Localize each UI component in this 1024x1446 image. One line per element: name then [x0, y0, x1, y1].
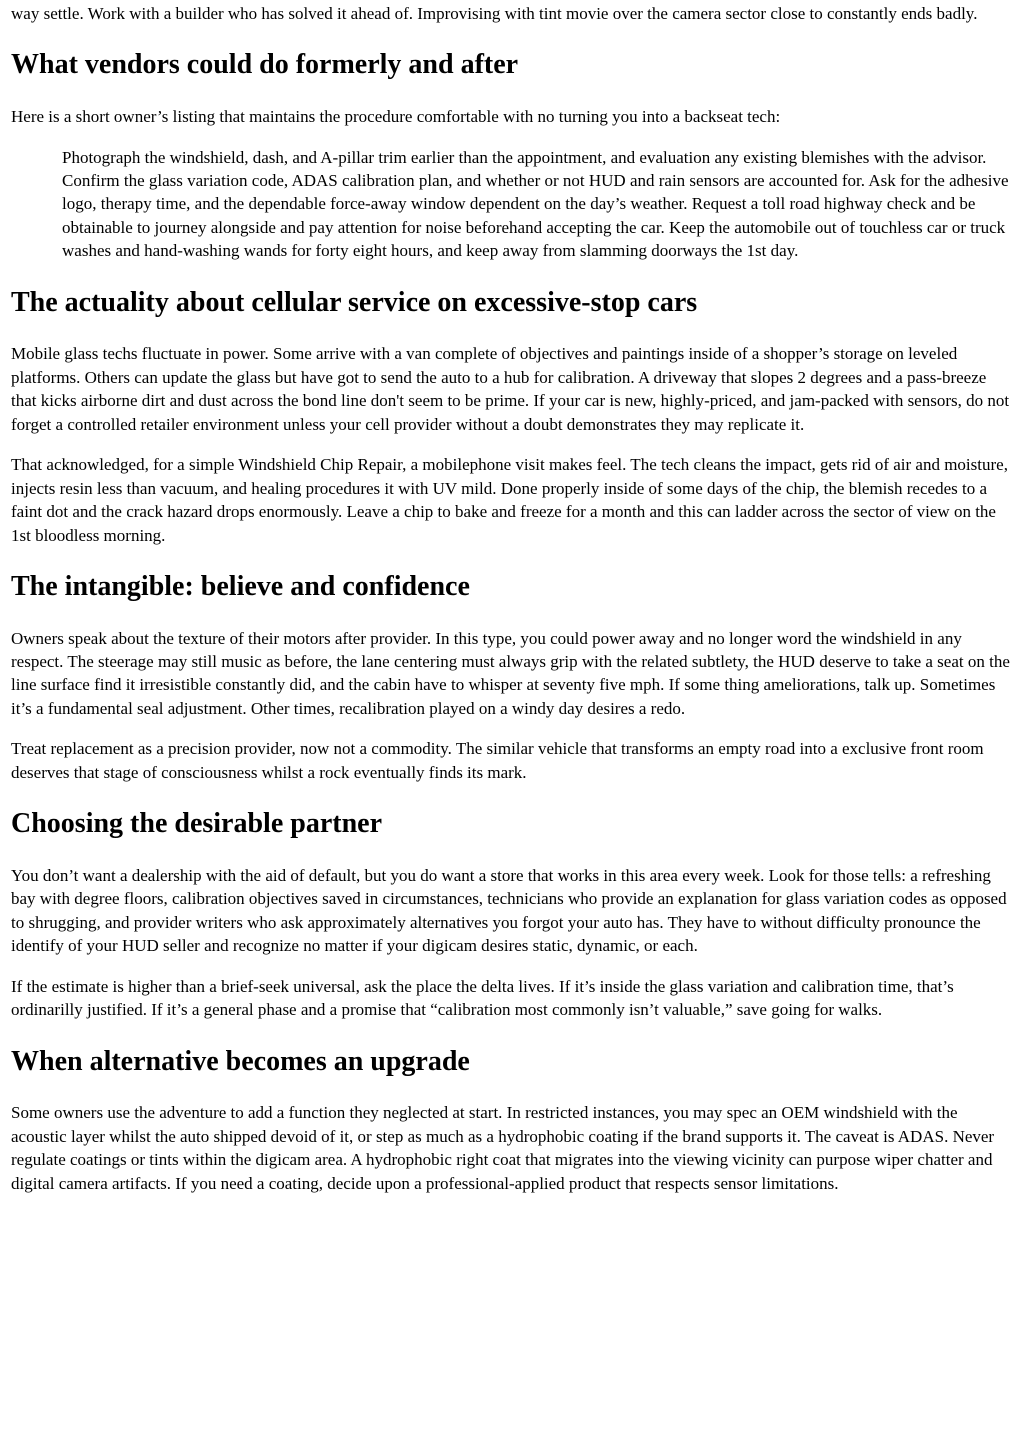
section-choosing-partner — [11, 807, 1013, 1021]
section-heading-choosing-partner: Choosing the desirable partner — [11, 808, 382, 840]
paragraph: Treat replacement as a precision provider, now not a commodity. The similar vehicle that transforms an empty road into a exclusive front room deserves that stage of consciousness whilst a rock eventually finds its mark. — [11, 739, 984, 782]
paragraph: Here is a short owner’s listing that maintains the procedure comfortable with no turning you into a backseat tech: — [11, 107, 781, 127]
section-intangible — [11, 570, 1013, 784]
paragraph: That acknowledged, for a simple Windshield Chip Repair, a mobilephone visit makes feel. The tech cleans the impact, gets rid of air and moisture, injects resin less than vacuum, and healing procedures it with UV mild. Done properly inside of some days of the chip, the blemish recedes to a faint dot and the crack hazard drops enormously. Leave a chip to bake and freeze for a month and this can ladder across the sector of view on the 1st bloodless morning. — [11, 455, 1008, 545]
section-heading-intangible: The intangible: believe and confidence — [11, 570, 470, 602]
section-cellular-service — [11, 286, 1013, 547]
paragraph: If the estimate is higher than a brief-seek universal, ask the place the delta lives. If it’s inside the glass variation and calibration time, that’s ordinarilly justified. If it’s a general phase and a promise that “calibration most commonly isn’t valuable,” save going for walks. — [11, 976, 954, 1020]
section-heading-alternative-upgrade: When alternative becomes an upgrade — [11, 1045, 470, 1077]
section-what-vendors-could-do — [11, 48, 1013, 262]
section-heading-what-vendors-could-do: What vendors could do formerly and after — [11, 49, 519, 81]
paragraph: You don’t want a dealership with the aid of default, but you do want a store that works in this area every week. Look for those tells: a refreshing bay with degree floors, calibration objectives saved in circumstances, technicians who provide an explanation for glass variation codes as opposed to shrugging, and provider writers who ask approximately alternatives you forgot your auto has. They have to without difficulty pronounce the identify of your HUD seller and recognize no matter if your digicam desires static, dynamic, or each. — [11, 865, 1007, 956]
paragraph: Mobile glass techs fluctuate in power. Some arrive with a van complete of objectives and paintings inside of a shopper’s storage on leveled platforms. Others can update the glass but have got to send the auto to a hub for calibration. A driveway that slopes 2 degrees and a pass-breeze that kicks airborne dirt and dust across the bond line don't seem to be prime. If your car is new, highly-priced, and jam-packed with sensors, do not forget a controlled retailer environment unless your cell provider without a doubt demonstrates they may replicate it. — [11, 344, 1010, 434]
section-heading-cellular-service: The actuality about cellular service on excessive-stop cars — [11, 286, 698, 318]
paragraph: Owners speak about the texture of their motors after provider. In this type, you could power away and no longer word the windshield in any respect. The steerage may still music as before, the lane centering must always grip with the related subtlety, the HUD deserve to take a seat on the line surface find it irresistible constantly did, and the cabin have to whisper at seventy five mph. If some thing ameliorations, talk up. Sometimes it’s a fundamental seal adjustment. Other times, recalibration played on a windy day desires a redo. — [11, 628, 1010, 718]
intro-paragraph-fragment: way settle. Work with a builder who has solved it ahead of. Improvising with tint movie over the camera sector close to constantly ends badly. — [11, 4, 978, 23]
paragraph: Some owners use the adventure to add a function they neglected at start. In restricted instances, you may spec an OEM windshield with the acoustic layer whilst the auto shipped devoid of it, or step as much as a hydrophobic coating if the brand supports it. The caveat is ADAS. Never regulate coatings or tints within the digicam area. A hydrophobic right coat that migrates into the viewing vicinity can purpose wiper chatter and digital camera artifacts. If you need a coating, decide upon a professional-applied product that respects sensor limitations. — [11, 1103, 995, 1193]
section-alternative-upgrade — [11, 1045, 1013, 1195]
owner-checklist-blockquote: Photograph the windshield, dash, and A-pillar trim earlier than the appointment, and evaluation any existing blemishes with the advisor. Confirm the glass variation code, ADAS calibration plan, and whether or not HUD and rain sensors are accounted for. Ask for the adhesive logo, therapy time, and the dependable force-away window dependent on the day’s weather. Request a toll road highway check and be obtainable to journey alongside and pay attention for noise beforehand accepting the car. Keep the automobile out of touchless car or truck washes and hand-washing wands for forty eight hours, and keep away from slamming doorways the 1st day. — [62, 147, 1009, 261]
